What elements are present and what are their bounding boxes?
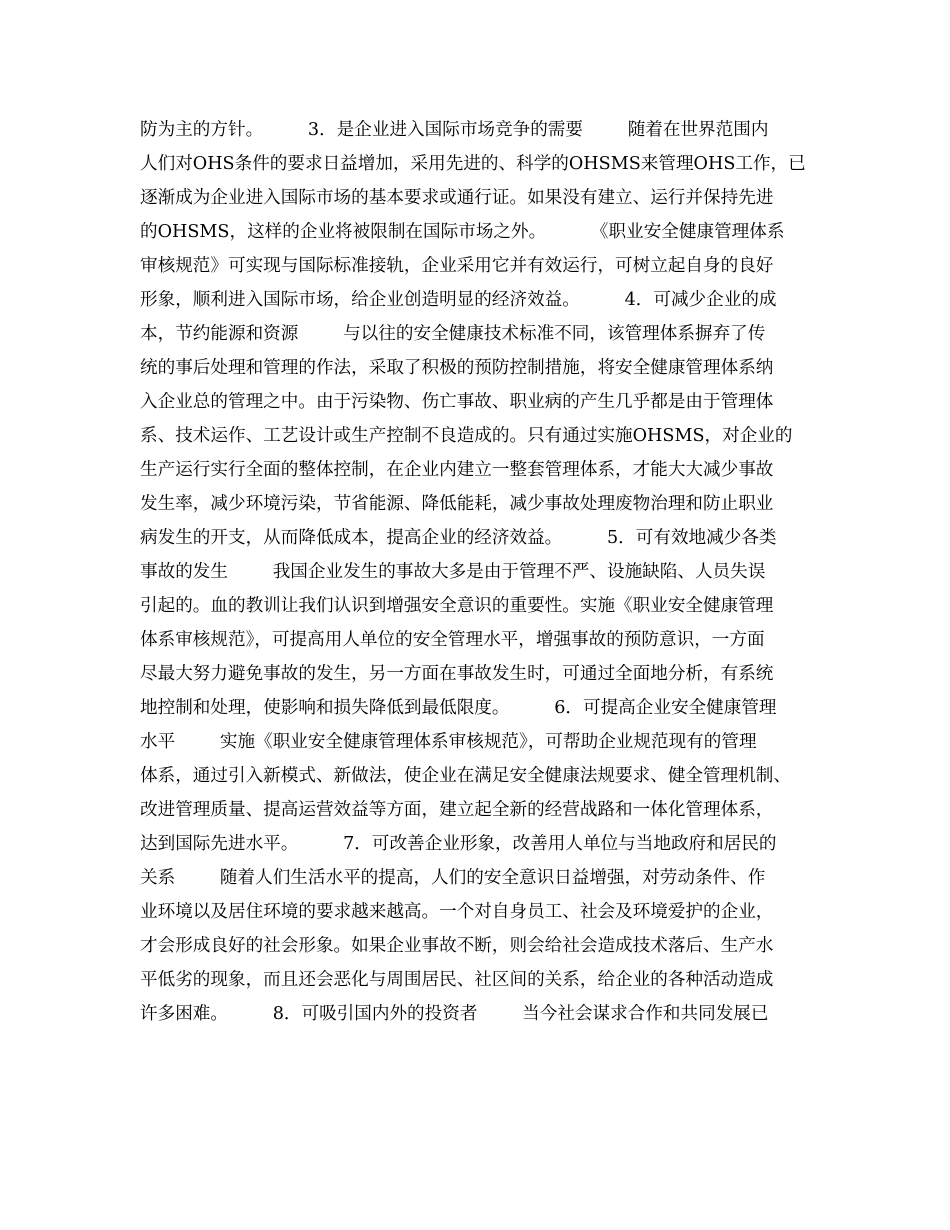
text-line: 防为主的方针。 3．是企业进入国际市场竞争的需要 随着在世界范围内: [140, 120, 769, 140]
text-line: 入企业总的管理之中。由于污染物、伤亡事故、职业病的产生几乎都是由于管理体: [140, 392, 774, 412]
text-line: 的OHSMS，这样的企业将被限制在国际市场之外。 《职业安全健康管理体系: [140, 222, 785, 242]
text-line: 系、技术运作、工艺设计或生产控制不良造成的。只有通过实施OHSMS，对企业的: [140, 426, 793, 446]
text-line: 审核规范》可实现与国际标准接轨，企业采用它并有效运行，可树立起自身的良好: [140, 256, 774, 276]
text-line: 平低劣的现象，而且还会恶化与周围居民、社区间的关系，给企业的各种活动造成: [140, 970, 774, 990]
document-body: [140, 113, 830, 1031]
text-line: 达到国际先进水平。 7．可改善企业形象，改善用人单位与当地政府和居民的: [140, 834, 777, 854]
text-line: 体系审核规范》，可提高用人单位的安全管理水平，增强事故的预防意识，一方面: [140, 630, 765, 650]
text-line: 关系 随着人们生活水平的提高，人们的安全意识日益增强，对劳动条件、作: [140, 868, 766, 888]
text-line: 体系，通过引入新模式、新做法，使企业在满足安全健康法规要求、健全管理机制、: [140, 766, 791, 786]
text-line: 地控制和处理，使影响和损失降低到最低限度。 6．可提高企业安全健康管理: [140, 698, 777, 718]
text-line: 引起的。血的教训让我们认识到增强安全意识的重要性。实施《职业安全健康管理: [140, 596, 774, 616]
text-line: 许多困难。 8．可吸引国内外的投资者 当今社会谋求合作和共同发展已: [140, 1004, 769, 1024]
text-line: 人们对OHS条件的要求日益增加，采用先进的、科学的OHSMS来管理OHS工作，已: [140, 154, 806, 174]
text-line: 才会形成良好的社会形象。如果企业事故不断，则会给社会造成技术落后、生产水: [140, 936, 774, 956]
text-line: 改进管理质量、提高运营效益等方面，建立起全新的经营战路和一体化管理体系，: [140, 800, 774, 820]
text-line: 逐渐成为企业进入国际市场的基本要求或通行证。如果没有建立、运行并保持先进: [140, 188, 774, 208]
text-line: 生产运行实行全面的整体控制，在企业内建立一整套管理体系，才能大大减少事故: [140, 460, 774, 480]
text-line: 事故的发生 我国企业发生的事故大多是由于管理不严、设施缺陷、人员失误: [140, 562, 766, 582]
text-line: 统的事后处理和管理的作法，采取了积极的预防控制措施，将安全健康管理体系纳: [140, 358, 774, 378]
text-line: 发生率，减少环境污染，节省能源、降低能耗，减少事故处理废物治理和防止职业: [140, 494, 774, 514]
text-line: 业环境以及居住环境的要求越来越高。一个对自身员工、社会及环境爱护的企业，: [140, 902, 774, 922]
text-line: 病发生的开支，从而降低成本，提高企业的经济效益。 5．可有效地减少各类: [140, 528, 777, 548]
text-line: 形象，顺利进入国际市场，给企业创造明显的经济效益。 4．可减少企业的成: [140, 290, 777, 310]
text-line: 本，节约能源和资源 与以往的安全健康技术标准不同，该管理体系摒弃了传: [140, 324, 766, 344]
text-line: 尽最大努力避免事故的发生，另一方面在事故发生时，可通过全面地分析，有系统: [140, 664, 774, 684]
text-line: 水平 实施《职业安全健康管理体系审核规范》，可帮助企业规范现有的管理: [140, 732, 757, 752]
